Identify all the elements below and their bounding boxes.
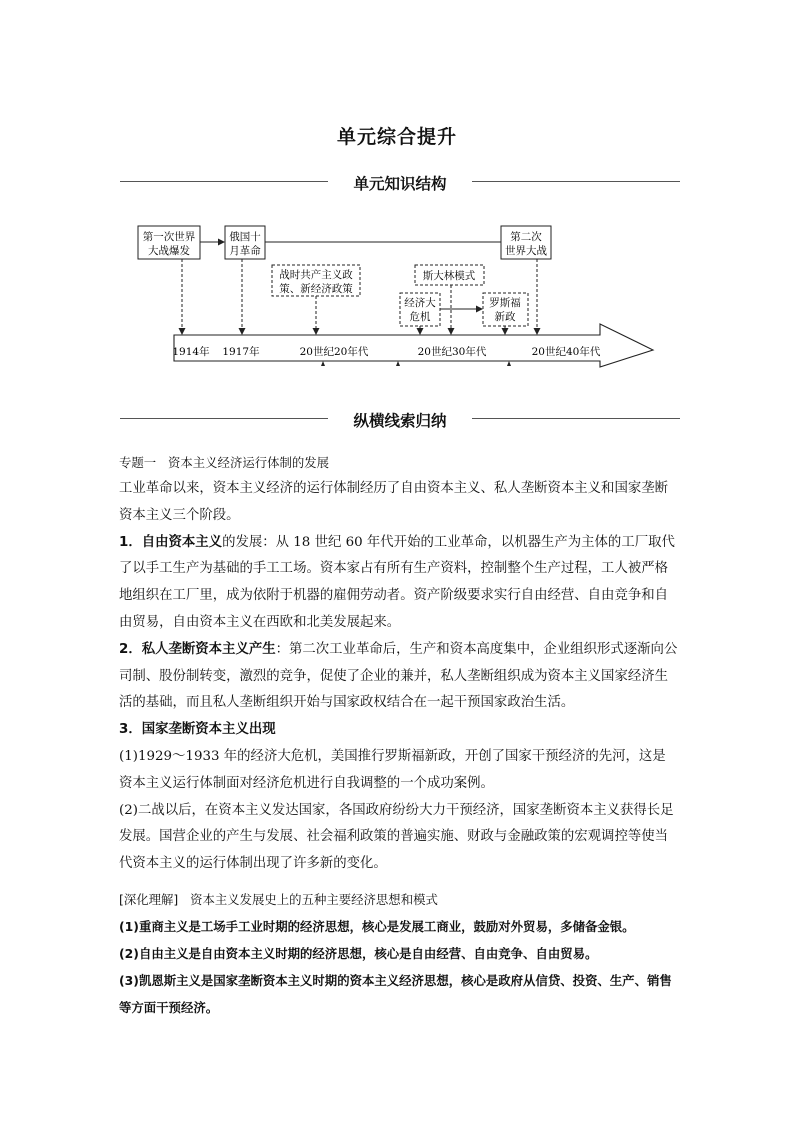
point3-sub1: (1)1929～1933 年的经济大危机，美国推行罗斯福新政，开创了国家干预经济的先河，这是资本主义运行体制面对经济危机进行自我调整的一个成功案例。 — [119, 748, 666, 791]
box-ww1-line2: 大战爆发 — [148, 245, 190, 257]
tl-label-1920s: 20世纪20年代 — [299, 346, 369, 358]
box-ww2-line1: 第二次 — [510, 231, 542, 243]
deep-label: [深化理解] — [119, 892, 179, 907]
deep-item: (2)自由主义是自由资本主义时期的经济思想，核心是自由经营、自由竞争、自由贸易。 — [119, 946, 598, 961]
section-title-structure: 单元知识结构 — [353, 175, 447, 193]
point2-body: ：第二次工业革命后，生产和资本高度集中，企业组织形式逐渐向公司制、股份制转变，激烈的竞争，促使了企业的兼并，私人垄断组织成为资本主义国家经济生活的基础，而且私人垄断组织开始与国家政权结合在一起干预国家政治生活。 — [119, 641, 678, 711]
tl-label-1917: 1917年 — [222, 346, 260, 358]
box-crisis-line1: 经济大 — [404, 297, 436, 309]
section-header-clues — [120, 409, 680, 429]
point2-head: 2．私人垄断资本主义产生 — [119, 641, 276, 657]
box-stalin-label: 斯大林模式 — [422, 270, 476, 282]
point1-head: 1．自由资本主义 — [119, 534, 223, 550]
topic1-title: 资本主义经济运行体制的发展 — [168, 455, 330, 470]
topic1-body — [119, 450, 679, 878]
point1-body: 的发展：从 18 世纪 60 年代开始的工业革命，以机器生产为主体的工厂取代了以手工生产为基础的手工工场。资本家占有所有生产资料，控制整个生产过程，工人被严格地组织在工厂里，成为依附于机器的雇佣劳动者。资产阶级要求实行自由经营、自由竞争和自由贸易，自由资本主义在西欧和北美发展起来。 — [119, 534, 675, 630]
deep-item: (1)重商主义是工场手工业时期的经济思想，核心是发展工商业，鼓励对外贸易，多储备金银。 — [119, 919, 635, 934]
topic1-point1 — [119, 530, 679, 637]
deep-item: (3)凯恩斯主义是国家垄断资本主义时期的资本主义经济思想，核心是政府从信贷、投资、生产、销售等方面干预经济。 — [119, 973, 672, 1015]
tl-label-1914: 1914年 — [172, 346, 210, 358]
topic1-label: 专题一 — [119, 455, 157, 470]
box-october-line1: 俄国十 — [229, 231, 261, 243]
point3-sub2: (2)二战以后，在资本主义发达国家，各国政府纷纷大力干预经济，国家垄断资本主义获得长足发展。国营企业的产生与发展、社会福利政策的普遍实施、财政与金融政策的宏观调控等使当代资本主义的运行体制出现了许多新的变化。 — [119, 802, 674, 872]
tick-mark — [396, 361, 400, 366]
deep-understanding — [119, 886, 679, 1021]
deep-heading — [119, 886, 679, 913]
box-war-communism-line1: 战时共产主义政 — [279, 269, 353, 281]
box-ww2-line2: 世界大战 — [505, 245, 547, 257]
topic1-heading — [119, 450, 679, 476]
box-crisis-line2: 危机 — [409, 311, 431, 323]
topic1-intro: 工业革命以来，资本主义经济的运行体制经历了自由资本主义、私人垄断资本主义和国家垄断资本主义三个阶段。 — [119, 481, 669, 523]
box-october-line2: 月革命 — [229, 245, 261, 257]
box-ww1-line1: 第一次世界 — [142, 231, 196, 243]
tl-label-1940s: 20世纪40年代 — [531, 346, 601, 358]
box-roosevelt-line1: 罗斯福 — [489, 297, 521, 309]
section-title-clues: 纵横线索归纳 — [353, 412, 447, 430]
tick-mark — [507, 361, 511, 366]
point3-head: 3．国家垄断资本主义出现 — [119, 722, 276, 738]
topic1-point2 — [119, 637, 679, 717]
deep-title: 资本主义发展史上的五种主要经济思想和模式 — [190, 892, 438, 907]
timeline-diagram — [0, 215, 794, 415]
tl-label-1930s: 20世纪30年代 — [417, 346, 487, 358]
page-title: 单元综合提升 — [336, 126, 457, 148]
section-header-structure — [120, 172, 680, 192]
tick-mark — [321, 361, 325, 366]
box-roosevelt-line2: 新政 — [494, 311, 516, 323]
topic1-point3 — [119, 717, 679, 744]
box-war-communism-line2: 策、新经济政策 — [279, 283, 353, 295]
